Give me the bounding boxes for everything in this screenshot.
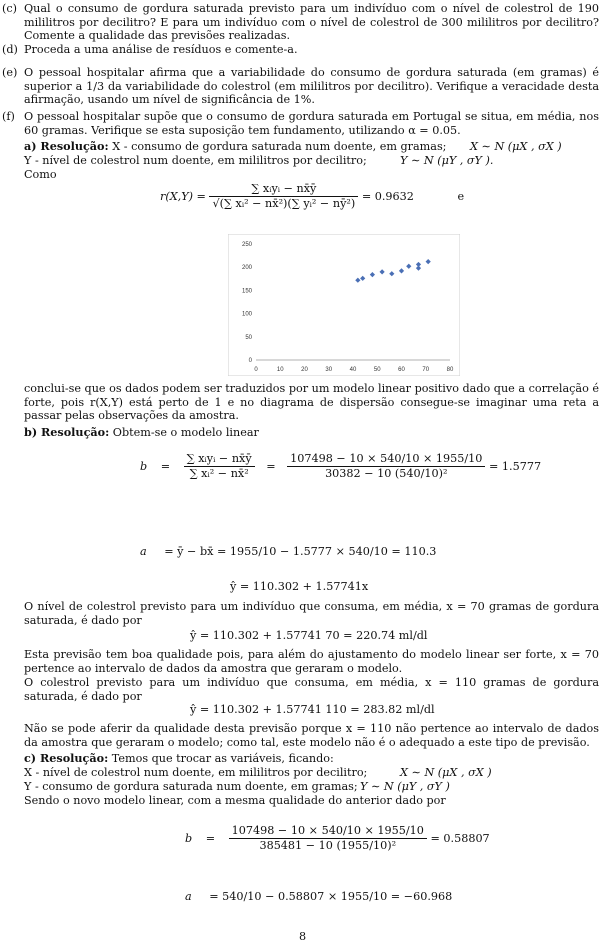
res-a-conclusion: conclui-se que os dados podem ser traduzidos por um modelo linear positivo dado que a correlação é forte, pois r(X,Y) está perto de 1 e no diagrama de dispersão consegue-se imaginar uma reta a passar pelas observações da amostra. <box>24 382 599 423</box>
res-c-line3: Sendo o novo modelo linear, com a mesma qualidade do anterior dado por <box>24 794 446 807</box>
r-e: e <box>457 190 465 203</box>
r-denominator: √(∑ xᵢ² − nx̄²)(∑ yᵢ² − nȳ²) <box>212 197 356 210</box>
b-value: = 1.5777 <box>488 460 542 473</box>
r-fraction <box>209 182 358 211</box>
b-formula: b = $\frac{\text{∑ xᵢyᵢ − nx̄ȳ}}{\text{∑ xᵢ² − nx̄²}}$ = $\frac{107498 - 10 \times 540/10 \times 1955/10}{\text{30382 − 10 (540/10)²}}$ = 1.5777 <box>140 452 542 480</box>
regression-line: ŷ = 110.302 + 1.57741x <box>230 580 369 593</box>
res-b-p3: O colestrol previsto para um indivíduo que consuma, em média, x = 110 gramas de gordura saturada, é dado por <box>24 676 599 703</box>
res-b-p2: Esta previsão tem boa qualidade pois, para além do ajustamento do modelo linear ser forte, x = 70 pertence ao intervalo de dados da amostra que geraram o modelo. <box>24 648 599 675</box>
res-c-line2: Y - consumo de gordura saturada num doente, em gramas; <box>24 780 358 793</box>
x-tick-label: 70 <box>422 367 430 373</box>
res-c-heading <box>24 752 334 766</box>
r-lhs: r(X,Y) = <box>160 190 206 203</box>
c-a-expr: = 540/10 − 0.58807 × 1955/10 = −60.968 <box>209 890 453 903</box>
res-a-heading <box>24 140 446 154</box>
c-a-formula <box>185 890 452 903</box>
x-tick-label: 30 <box>325 367 333 373</box>
r-value: = 0.9632 <box>361 190 414 203</box>
res-c-line2-dist: Y ∼ N (μY , σY ) <box>360 780 450 793</box>
y-tick-label: 250 <box>241 242 252 248</box>
prediction-70: ŷ = 110.302 + 1.57741 70 = 220.74 ml/dl <box>190 629 428 642</box>
item-text: O pessoal hospitalar afirma que a variabilidade do consumo de gordura saturada (em gramas) é superior a 1/3 da variabilidade do colestrol (em mililitros por decilitro). Verifique a veracidade desta afirmação, usando um nível de significância de 1%. <box>24 66 599 107</box>
c-b-formula: b = $\frac{107498 - 10 \times 540/10 \times 1955/10}{\text{385481 − 10 (1955/10)²}}$ = 0.58807 <box>185 824 490 852</box>
res-c-intro: Temos que trocar as variáveis, ficando: <box>111 752 334 765</box>
exercise-item-d <box>2 43 599 57</box>
b-lhs: b <box>140 460 148 473</box>
res-c-title: c) Resolução: <box>24 751 109 765</box>
x-tick-label: 10 <box>276 367 284 373</box>
b-denominator: ∑ xᵢ² − nx̄² <box>189 467 249 480</box>
c-b-lhs: b <box>185 832 193 845</box>
res-a-line2-dist: Y ∼ N (μY , σY ). <box>400 154 494 167</box>
res-b-title: b) Resolução: <box>24 425 110 439</box>
x-tick-label: 60 <box>398 367 405 373</box>
item-label: (c) <box>2 2 17 15</box>
a-formula <box>140 545 436 558</box>
b-calc-numerator: 107498 − 10 × 540/10 × 1955/10 <box>287 452 485 467</box>
exercise-item-e <box>2 66 599 107</box>
res-b-intro: Obtem-se o modelo linear <box>112 426 259 439</box>
item-label: (e) <box>2 66 18 79</box>
res-b-p1: O nível de colestrol previsto para um indivíduo que consuma, em média, x = 70 gramas de gordura saturada, é dado por <box>24 600 599 627</box>
b-fraction <box>184 452 255 481</box>
x-tick-label: 40 <box>349 367 357 373</box>
x-tick-label: 20 <box>301 367 308 373</box>
c-b-value: = 0.58807 <box>430 832 490 845</box>
res-b-heading <box>24 426 259 440</box>
a-expr: = ȳ − bx̄ = 1955/10 − 1.5777 × 540/10 = 110.3 <box>164 545 437 558</box>
y-tick-label: 100 <box>241 311 252 318</box>
chart-frame <box>228 234 460 376</box>
c-b-fraction <box>229 824 427 853</box>
item-text: Qual o consumo de gordura saturada previsto para um indivíduo com o nível de colestrol de 190 mililitros por decilitro? E para um indivíduo com o nível de colestrol de 300 mililitros por decilitro? Comente a qualidade das previsões realizadas. <box>24 2 599 43</box>
c-a-lhs: a <box>185 890 192 903</box>
x-tick-label: 50 <box>373 367 381 373</box>
item-text: Proceda a uma análise de resíduos e comente-a. <box>24 43 298 56</box>
y-tick-label: 200 <box>241 265 252 272</box>
item-label: (f) <box>2 110 15 123</box>
res-b-p4: Não se pode aferir da qualidade desta previsão porque x = 110 não pertence ao intervalo de dados da amostra que geraram o modelo; como tal, este modelo não é o adequado a este tipo de previsão. <box>24 722 599 749</box>
res-a-line1: X - consumo de gordura saturada num doente, em gramas; <box>112 140 447 153</box>
res-c-line1-dist: X ∼ N (μX , σX ) <box>400 766 492 779</box>
item-label: (d) <box>2 43 18 56</box>
b-equals: = <box>160 460 171 473</box>
a-lhs: a <box>140 545 147 558</box>
x-tick-label: 80 <box>446 367 454 373</box>
y-tick-label: 150 <box>241 288 252 295</box>
b-numerator: ∑ xᵢyᵢ − nx̄ȳ <box>184 452 255 467</box>
exercise-item-f <box>2 110 599 137</box>
y-tick-label: 50 <box>245 334 252 341</box>
b-calc-fraction <box>287 452 485 481</box>
r-numerator: ∑ xᵢyᵢ − nx̄ȳ <box>209 182 358 197</box>
res-a-line1-dist: X ∼ N (μX , σX ) <box>470 140 562 153</box>
res-a-line2: Y - nível de colestrol num doente, em mililitros por decilitro; <box>24 154 367 167</box>
c-b-denominator: 385481 − 10 (1955/10)² <box>259 839 397 852</box>
res-c-line1: X - nível de colestrol num doente, em mililitros por decilitro; <box>24 766 368 779</box>
scatter-chart <box>228 234 460 376</box>
x-tick-label: 0 <box>254 367 258 373</box>
exercise-item-c <box>2 2 599 43</box>
item-text: O pessoal hospitalar supõe que o consumo de gordura saturada em Portugal se situa, em média, nos 60 gramas. Verifique se esta suposição tem fundamento, utilizando α = 0.05. <box>24 110 599 137</box>
prediction-110: ŷ = 110.302 + 1.57741 110 = 283.82 ml/dl <box>190 703 435 716</box>
correlation-formula <box>160 182 464 222</box>
b-calc-denominator: 30382 − 10 (540/10)² <box>325 467 448 480</box>
res-a-title: a) Resolução: <box>24 139 109 153</box>
y-tick-label: 0 <box>248 358 252 364</box>
c-b-numerator: 107498 − 10 × 540/10 × 1955/10 <box>229 824 427 839</box>
page-number: 8 <box>298 930 307 943</box>
res-a-como: Como <box>24 168 57 181</box>
